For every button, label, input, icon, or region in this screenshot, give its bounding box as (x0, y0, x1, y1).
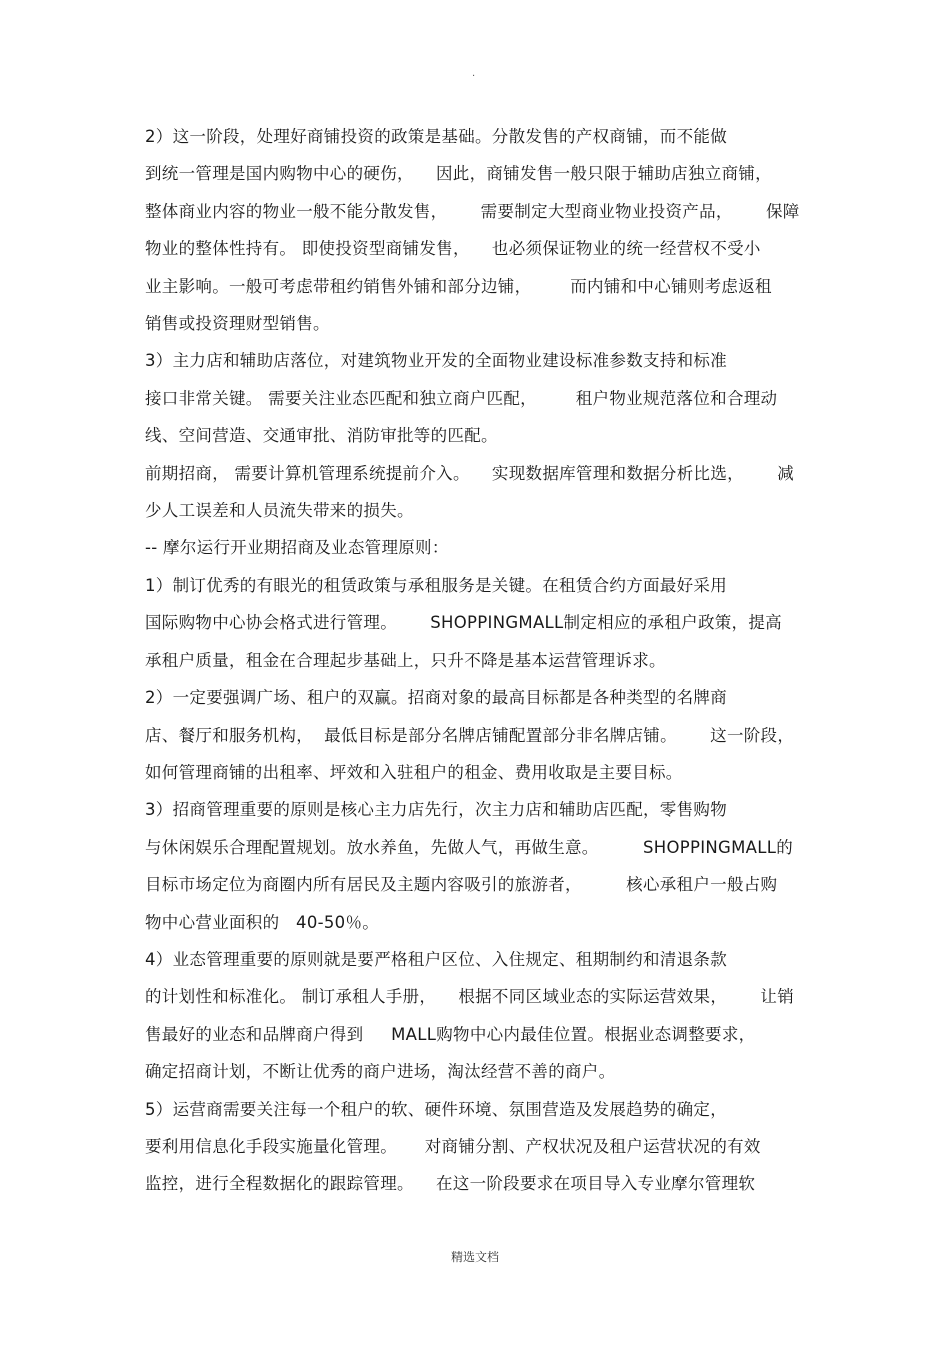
document-body (145, 118, 810, 1203)
text-line: 2）这一阶段，处理好商铺投资的政策是基础。分散发售的产权商铺，而不能做 (145, 127, 727, 146)
text-line: 3）招商管理重要的原则是核心主力店先行，次主力店和辅助店匹配，零售购物 (145, 800, 727, 820)
text-line: 1）制订优秀的有眼光的租赁政策与承租服务是关键。在租赁合约方面最好采用 (145, 575, 727, 595)
text-line: 接口非常关键。 需要关注业态匹配和独立商户匹配， 租户物业规范落位和合理动 (145, 388, 778, 408)
text-line: 销售或投资理财型销售。 (145, 314, 330, 334)
text-line: 物业的整体性持有。 即使投资型商铺发售， 也必须保证物业的统一经营权不受小 (145, 239, 761, 259)
text-line: 店、餐厅和服务机构， 最低目标是部分名牌店铺配置部分非名牌店铺。 这一阶段， (145, 725, 795, 745)
text-line: 物中心营业面积的 40-50％。 (145, 912, 380, 932)
text-line: 监控，进行全程数据化的跟踪管理。 在这一阶段要求在项目导入专业摩尔管理软 (145, 1174, 756, 1194)
text-line: 2）一定要强调广场、租户的双赢。招商对象的最高目标都是各种类型的名牌商 (145, 688, 727, 708)
text-line: 售最好的业态和品牌商户得到 MALL购物中心内最佳位置。根据业态调整要求， (145, 1024, 756, 1044)
header-mark: . (472, 68, 476, 79)
text-line: 整体商业内容的物业一般不能分散发售， 需要制定大型商业物业投资产品， 保障 (145, 201, 800, 221)
text-line: 5）运营商需要关注每一个租户的软、硬件环境、氛围营造及发展趋势的确定， (145, 1099, 727, 1119)
text-line: 3）主力店和辅助店落位，对建筑物业开发的全面物业建设标准参数支持和标准 (145, 351, 727, 371)
text-line: 如何管理商铺的出租率、坪效和入驻租户的租金、费用收取是主要目标。 (145, 762, 683, 782)
text-line: 业主影响。一般可考虑带租约销售外铺和部分边铺， 而内铺和中心铺则考虑返租 (145, 276, 772, 296)
text-line: 国际购物中心协会格式进行管理。 SHOPPINGMALL制定相应的承租户政策，提高 (145, 613, 782, 633)
text-line: 线、空间营造、交通审批、消防审批等的匹配。 (145, 426, 498, 446)
text-line: 要利用信息化手段实施量化管理。 对商铺分割、产权状况及租户运营状况的有效 (145, 1136, 761, 1156)
text-line: 承租户质量，租金在合理起步基础上，只升不降是基本运营管理诉求。 (145, 650, 666, 670)
text-line: 与休闲娱乐合理配置规划。放水养鱼，先做人气，再做生意。 SHOPPINGMALL的 (145, 837, 794, 857)
text-line: 目标市场定位为商圈内所有居民及主题内容吸引的旅游者， 核心承租户一般占购 (145, 875, 778, 895)
text-line: 前期招商， 需要计算机管理系统提前介入。 实现数据库管理和数据分析比选， 减 (145, 463, 794, 483)
page-footer: 精选文档 (450, 1250, 499, 1264)
text-line: 确定招商计划，不断让优秀的商户进场，淘汰经营不善的商户。 (145, 1062, 616, 1082)
text-line: -- 摩尔运行开业期招商及业态管理原则： (145, 538, 449, 558)
text-line: 的计划性和标准化。 制订承租人手册， 根据不同区域业态的实际运营效果， 让销 (145, 987, 794, 1007)
text-line: 到统一管理是国内购物中心的硬伤， 因此，商铺发售一般只限于辅助店独立商铺， (145, 164, 772, 184)
text-line: 4）业态管理重要的原则就是要严格租户区位、入住规定、租期制约和清退条款 (145, 949, 727, 969)
text-line: 少人工误差和人员流失带来的损失。 (145, 501, 414, 521)
